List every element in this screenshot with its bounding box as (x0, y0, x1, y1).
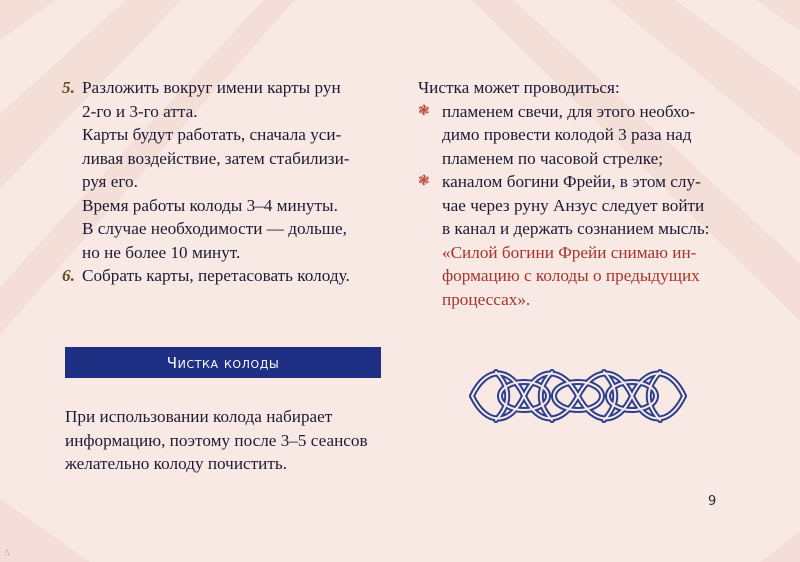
text-line: При использовании колода набирает (65, 407, 333, 426)
text-line: ливая воздействие, затем стабилизи- (82, 148, 350, 168)
text-line: 2-го и 3-го атта. (82, 101, 198, 121)
text-line: чае через руну Анзус следует войти (442, 195, 705, 215)
flower-bullet-icon: ❃ (418, 103, 430, 119)
section-paragraph (65, 405, 385, 476)
quote-line: процессах». (442, 289, 531, 309)
corner-mark: Λ (4, 548, 11, 558)
text-line: Разложить вокруг имени карты рун (82, 78, 341, 97)
cleaning-intro: Чистка может проводиться: (418, 78, 620, 97)
text-line: каналом богини Фрейи, в этом слу- (442, 172, 701, 191)
list-item-text (82, 76, 392, 123)
text-line: В случае необходимости — дольше, (82, 219, 347, 238)
text-line: информацию, поэтому после 3–5 сеансов (65, 430, 368, 450)
text-line: Карты будут работать, сначала уси- (82, 125, 342, 144)
text-line: Собрать карты, перетасовать колоду. (82, 266, 350, 285)
bullet-item-freya (418, 170, 748, 311)
freya-quote (442, 241, 748, 312)
right-column (418, 76, 748, 311)
quote-line: «Силой богини Фрейи снимаю ин- (442, 242, 697, 262)
flower-bullet-icon: ❃ (418, 174, 430, 189)
list-number: 6. (62, 266, 75, 285)
list-number: 5. (62, 78, 75, 97)
list-item-5 (62, 76, 392, 264)
left-column (62, 76, 392, 288)
celtic-knot-icon (466, 358, 690, 434)
text-line: пламенем по часовой стрелке; (442, 148, 664, 168)
bullet-item-candle (418, 100, 748, 171)
text-line: димо провести колодой 3 раза над (442, 125, 692, 144)
section-heading-text: Чистка колоды (166, 353, 280, 372)
text-line: Время работы колоды 3–4 минуты. (82, 195, 338, 215)
text-line: желательно колоду почистить. (65, 454, 288, 473)
quote-line: формацию с колоды о предыдущих (442, 266, 700, 285)
text-line: пламенем свечи, для этого необхо- (442, 101, 696, 121)
text-line: но не более 10 минут. (82, 242, 241, 262)
list-item-6 (62, 264, 392, 288)
list-item-subtext (82, 123, 392, 264)
page-number: 9 (708, 494, 717, 509)
text-line: в канал и держать сознанием мысль: (442, 219, 710, 238)
section-heading (65, 347, 381, 378)
text-line: руя его. (82, 172, 138, 191)
